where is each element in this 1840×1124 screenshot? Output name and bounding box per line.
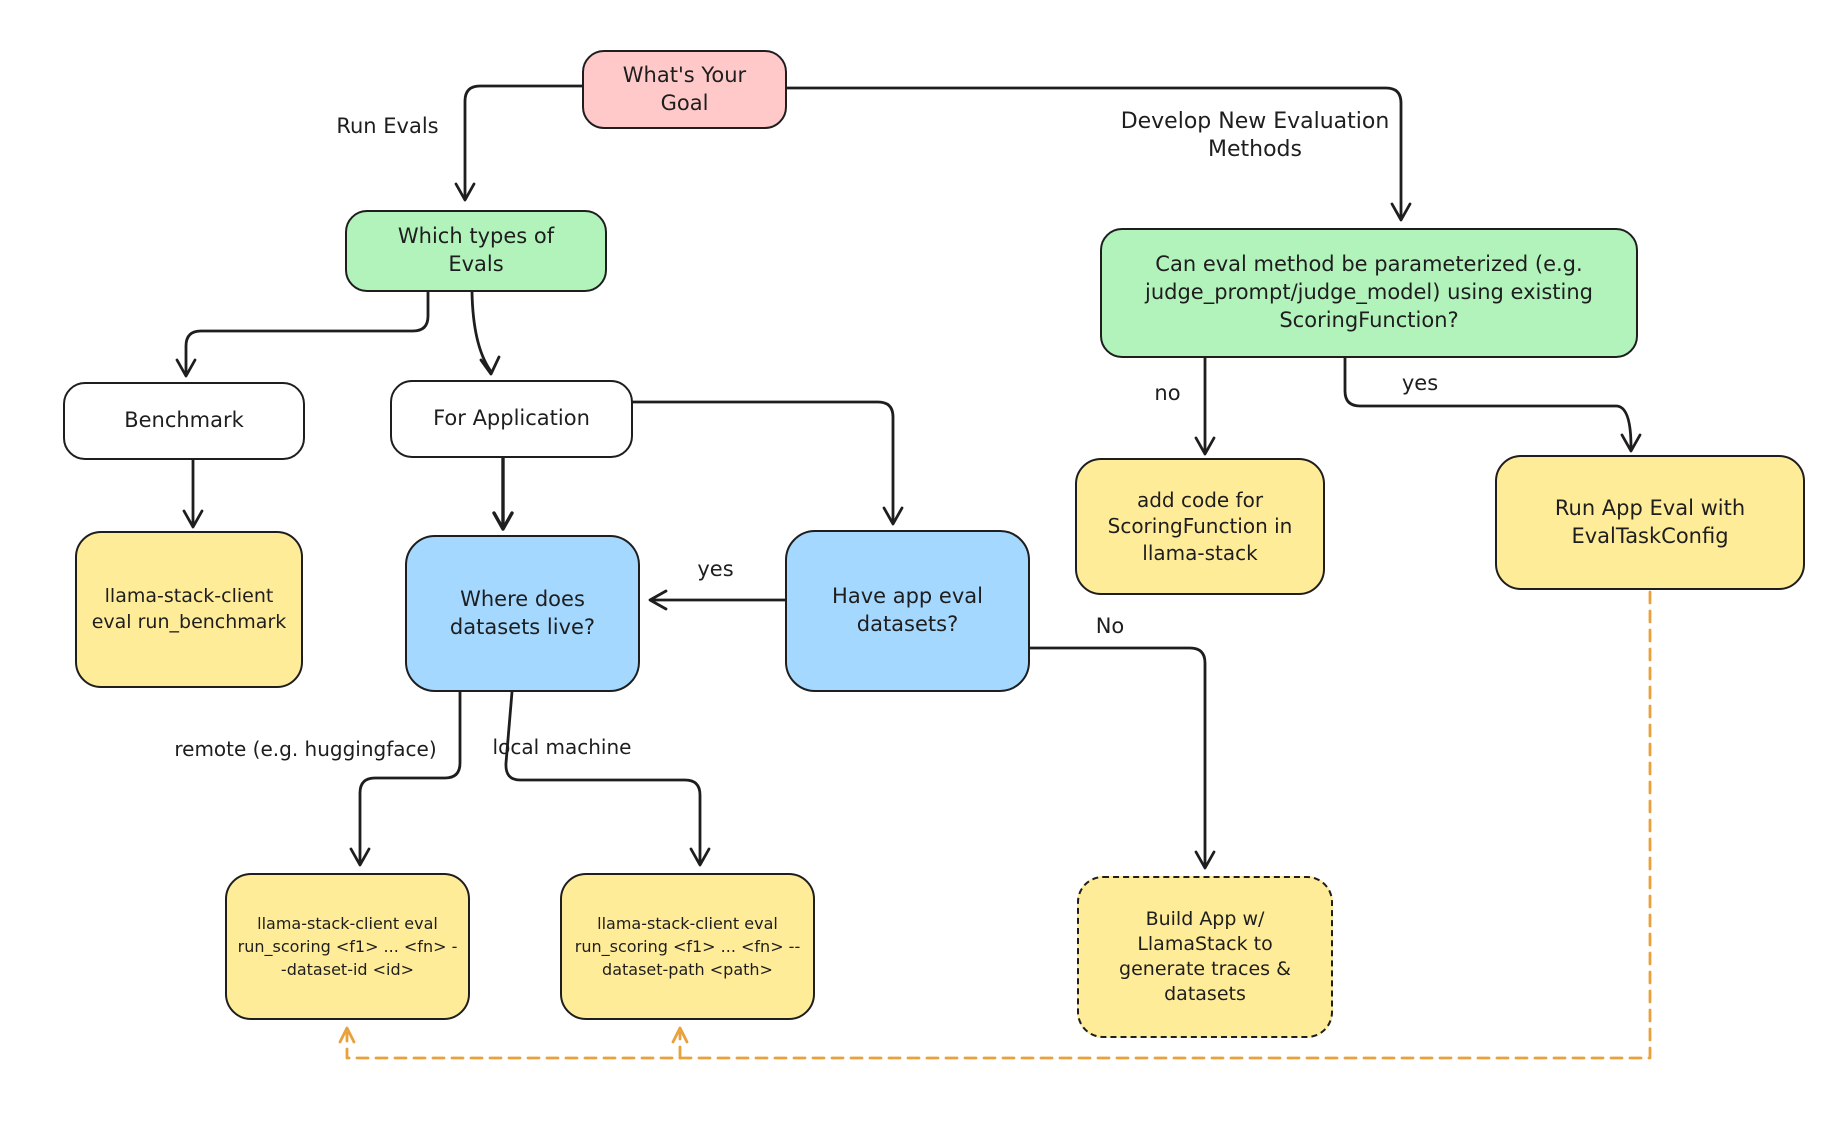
node-run-benchmark-cmd [75, 531, 303, 688]
node-for-application [390, 380, 633, 458]
node-add-code-scoring-function-label: add code for ScoringFunction in llama-stack [1107, 487, 1293, 565]
node-can-eval-be-parameterized-label: Can eval method be parameterized (e.g. judge_prompt/judge_model) using existing ScoringFunction? [1144, 252, 1593, 332]
node-benchmark-label: Benchmark [124, 408, 244, 433]
node-can-eval-be-parameterized [1100, 228, 1638, 358]
edge-which-types-to-for-application [472, 292, 499, 374]
edge-benchmark-to-run-benchmark [184, 460, 202, 527]
edge-where-datasets-to-run-scoring-id [351, 692, 460, 865]
node-whats-your-goal-label: What's Your Goal [622, 62, 747, 115]
node-run-scoring-dataset-id-label: llama-stack-client eval run_scoring <f1> ... <fn> --dataset-id <id> [237, 913, 458, 980]
edge-label-local-machine: local machine [492, 735, 632, 759]
edge-label-no-have-datasets: No [1095, 614, 1125, 638]
edge-label-run-evals: Run Evals [336, 114, 439, 138]
node-run-scoring-dataset-id [225, 873, 470, 1020]
edge-which-types-to-benchmark [177, 292, 428, 376]
edge-for-application-to-have-datasets [633, 402, 902, 524]
node-which-types-of-evals-label: Which types of Evals [397, 224, 555, 276]
node-run-scoring-dataset-path-label: llama-stack-client eval run_scoring <f1> ... <fn> --dataset-path <path> [574, 913, 801, 980]
node-build-app-llamastack-label: Build App w/ LlamaStack to generate traces & datasets [1119, 907, 1291, 1006]
node-benchmark [63, 382, 305, 460]
node-add-code-scoring-function [1075, 458, 1325, 595]
edge-have-datasets-to-where-datasets [650, 591, 785, 609]
node-have-app-eval-datasets-label: Have app eval datasets? [832, 584, 983, 636]
edge-label-yes-have-datasets: yes [697, 557, 734, 581]
node-run-app-eval-label: Run App Eval with EvalTaskConfig [1554, 495, 1746, 548]
edge-label-no-param: no [1154, 381, 1181, 405]
edge-where-datasets-to-run-scoring-path [506, 692, 709, 865]
edge-label-yes-param: yes [1401, 371, 1439, 395]
node-have-app-eval-datasets [785, 530, 1030, 692]
node-run-benchmark-cmd-label: llama-stack-client eval run_benchmark [91, 585, 287, 633]
node-which-types-of-evals [345, 210, 607, 292]
edge-can-eval-to-add-code [1196, 358, 1214, 454]
node-run-app-eval [1495, 455, 1805, 590]
node-whats-your-goal [582, 50, 787, 129]
node-where-does-datasets-live-label: Where does datasets live? [449, 586, 596, 639]
edge-goal-to-which-types [456, 86, 582, 200]
node-where-does-datasets-live [405, 535, 640, 692]
edge-for-application-to-where-datasets [494, 458, 512, 529]
node-for-application-label: For Application [433, 406, 590, 431]
node-run-scoring-dataset-path [560, 873, 815, 1020]
edge-feedback-arrowheads [340, 1028, 687, 1042]
edge-label-remote-huggingface: remote (e.g. huggingface) [174, 737, 437, 761]
edge-have-datasets-to-build-app [1030, 648, 1214, 868]
edge-label-develop-new-evaluation-methods: Develop New Evaluation Methods [1120, 109, 1390, 162]
node-build-app-llamastack [1077, 876, 1333, 1038]
